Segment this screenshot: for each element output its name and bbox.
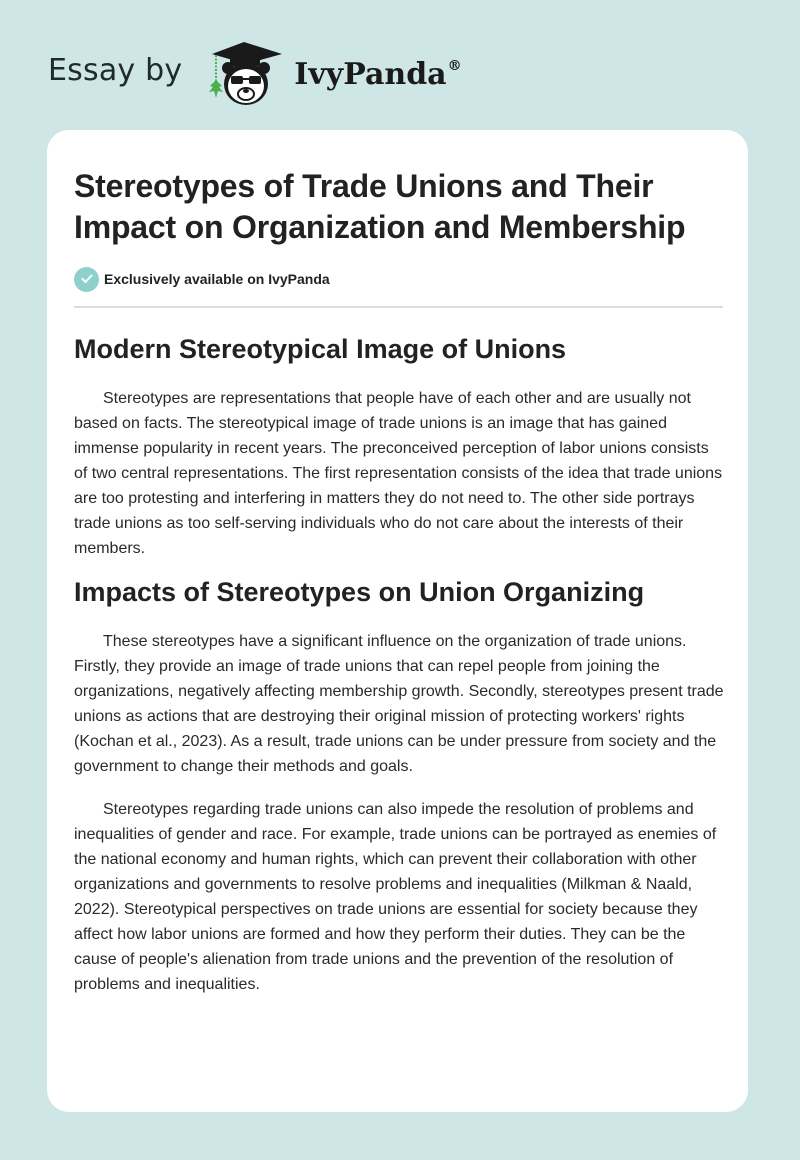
exclusive-badge xyxy=(74,266,722,292)
brand-prefix: Essay by xyxy=(48,52,183,88)
section-modern-stereotypical-image xyxy=(74,332,722,561)
site-header xyxy=(48,36,462,108)
badge-text: Exclusively available on IvyPanda xyxy=(104,271,330,287)
section-impacts-of-stereotypes xyxy=(74,575,722,997)
brand-name[interactable]: IvyPanda® xyxy=(294,56,462,92)
divider xyxy=(74,306,723,308)
essay-card xyxy=(47,130,748,1112)
check-circle-icon xyxy=(74,267,99,292)
section-heading: Modern Stereotypical Image of Unions xyxy=(74,334,567,364)
paragraph: Stereotypes are representations that people have of each other and are usually not based on facts. The stereotypical image of trade unions is an image that has gained immense popularity in recent years. The preconceived perception of labor unions consists of two central representations. The first representation consists of the idea that trade unions are too protesting and interfering in matters they do not need to. The other side portrays trade unions as too self-serving individuals who do not care about the interests of their members. xyxy=(74,390,723,557)
paragraph: Stereotypes regarding trade unions can also impede the resolution of problems and inequalities of gender and race. For example, trade unions can be portrayed as enemies of the national economy and human rights, which can prevent their collaboration with other organizations and governments to resolve problems and inequalities (Milkman & Naald, 2022). Stereotypical perspectives on trade unions are essential for society because they affect how labor unions are formed and how they perform their duties. They can be the cause of people's alienation from trade unions and the prevention of the resolution of problems and inequalities. xyxy=(74,801,717,993)
panda-graduate-icon[interactable] xyxy=(200,36,288,108)
section-heading: Impacts of Stereotypes on Union Organizing xyxy=(74,577,645,607)
page-title: Stereotypes of Trade Unions and Their Impact on Organization and Membership xyxy=(74,168,686,245)
paragraph: These stereotypes have a significant influence on the organization of trade unions. Firstly, they provide an image of trade unions that can repel people from joining the organizations, negatively affecting membership growth. Secondly, stereotypes present trade unions as actions that are destroying their original mission of protecting workers' rights (Kochan et al., 2023). As a result, trade unions can be under pressure from society and the government to change their methods and goals. xyxy=(74,633,724,775)
